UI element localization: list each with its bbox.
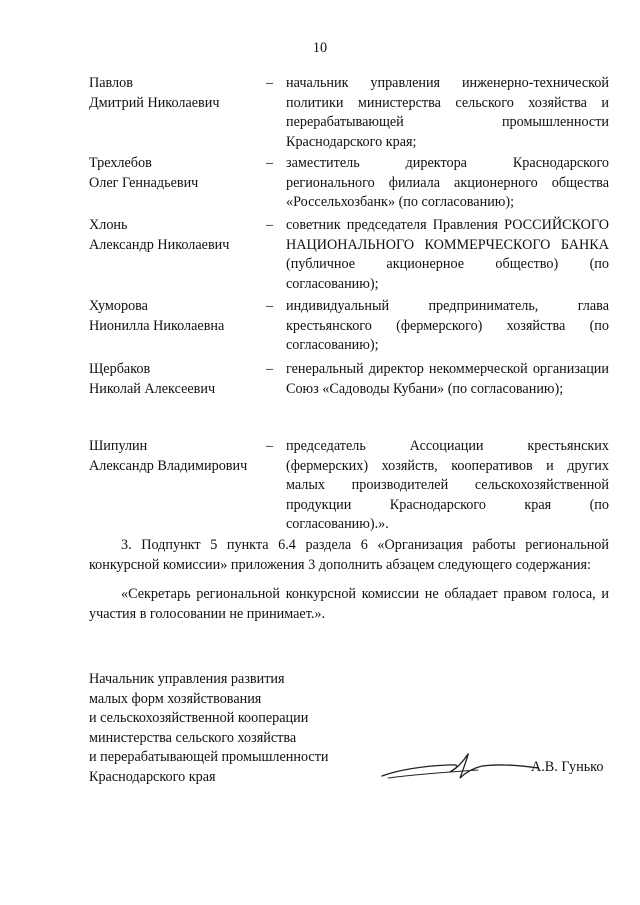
signatory-title [89,670,389,787]
member-dash: – [266,217,274,233]
member-surname: Хлонь [89,217,128,233]
member-name [89,360,264,399]
signer-name: А.В. Гунько [531,759,604,775]
signatory-title-line: и сельскохозяйственной кооперации [89,710,309,726]
signatory-title-line: министерства сельского хозяйства [89,729,297,746]
page-number: 10 [312,40,328,56]
member-given-name: Александр Николаевич [89,236,230,253]
member-surname: Шипулин [89,438,148,454]
signatory-title-line: и перерабатывающей промышленности [89,749,329,765]
member-given-name: Николай Алексеевич [89,380,216,397]
member-dash: – [266,75,274,91]
member-dash: – [266,155,274,171]
member-given-name: Дмитрий Николаевич [89,94,220,111]
member-role: индивидуальный предприниматель, глава крестьянского (фермерского) хозяйства (по согласованию); [286,298,609,353]
member-given-name: Олег Геннадьевич [89,174,199,191]
member-name [89,297,264,336]
member-name [89,216,264,255]
member-given-name: Александр Владимирович [89,457,248,474]
member-role: советник председателя Правления РОССИЙСКОГО НАЦИОНАЛЬНОГО КОММЕРЧЕСКОГО БАНКА (публичное акционерное общество) (по согласованию); [286,217,609,292]
quoted-paragraph: «Секретарь региональной конкурсной комиссии не обладает правом голоса, и участия в голосовании не принимает.». [89,586,609,622]
member-surname: Щербаков [89,361,151,377]
paragraph-3: 3. Подпункт 5 пункта 6.4 раздела 6 «Организация работы региональной конкурсной комиссии» приложения 3 дополнить абзацем следующего содержания: [89,537,609,573]
signatory-title-line: Начальник управления развития [89,671,285,687]
member-given-name: Нионилла Николаевна [89,317,225,334]
member-name [89,154,264,193]
handwritten-signature [378,748,548,788]
member-name [89,74,264,113]
member-role: начальник управления инженерно-технической политики министерства сельского хозяйства и перерабатывающей промышленности Краснодарского края; [286,75,609,150]
member-role: председатель Ассоциации крестьянских (фермерских) хозяйств, кооперативов и других малых производителей сельскохозяйственной продукции Краснодарского края (по согласованию).». [286,438,609,532]
member-surname: Павлов [89,75,133,91]
member-surname: Трехлебов [89,155,152,171]
member-dash: – [266,298,274,314]
member-role: заместитель директора Краснодарского регионального филиала акционерного общества «Россельхозбанк» (по согласованию); [286,155,609,210]
member-name [89,437,264,476]
signatory-title-line: Краснодарского края [89,768,216,785]
signatory-title-line: малых форм хозяйствования [89,690,262,707]
member-role: генеральный директор некоммерческой организации Союз «Садоводы Кубани» (по согласованию); [286,361,609,397]
member-dash: – [266,438,274,454]
member-surname: Хуморова [89,298,148,314]
member-dash: – [266,361,274,377]
